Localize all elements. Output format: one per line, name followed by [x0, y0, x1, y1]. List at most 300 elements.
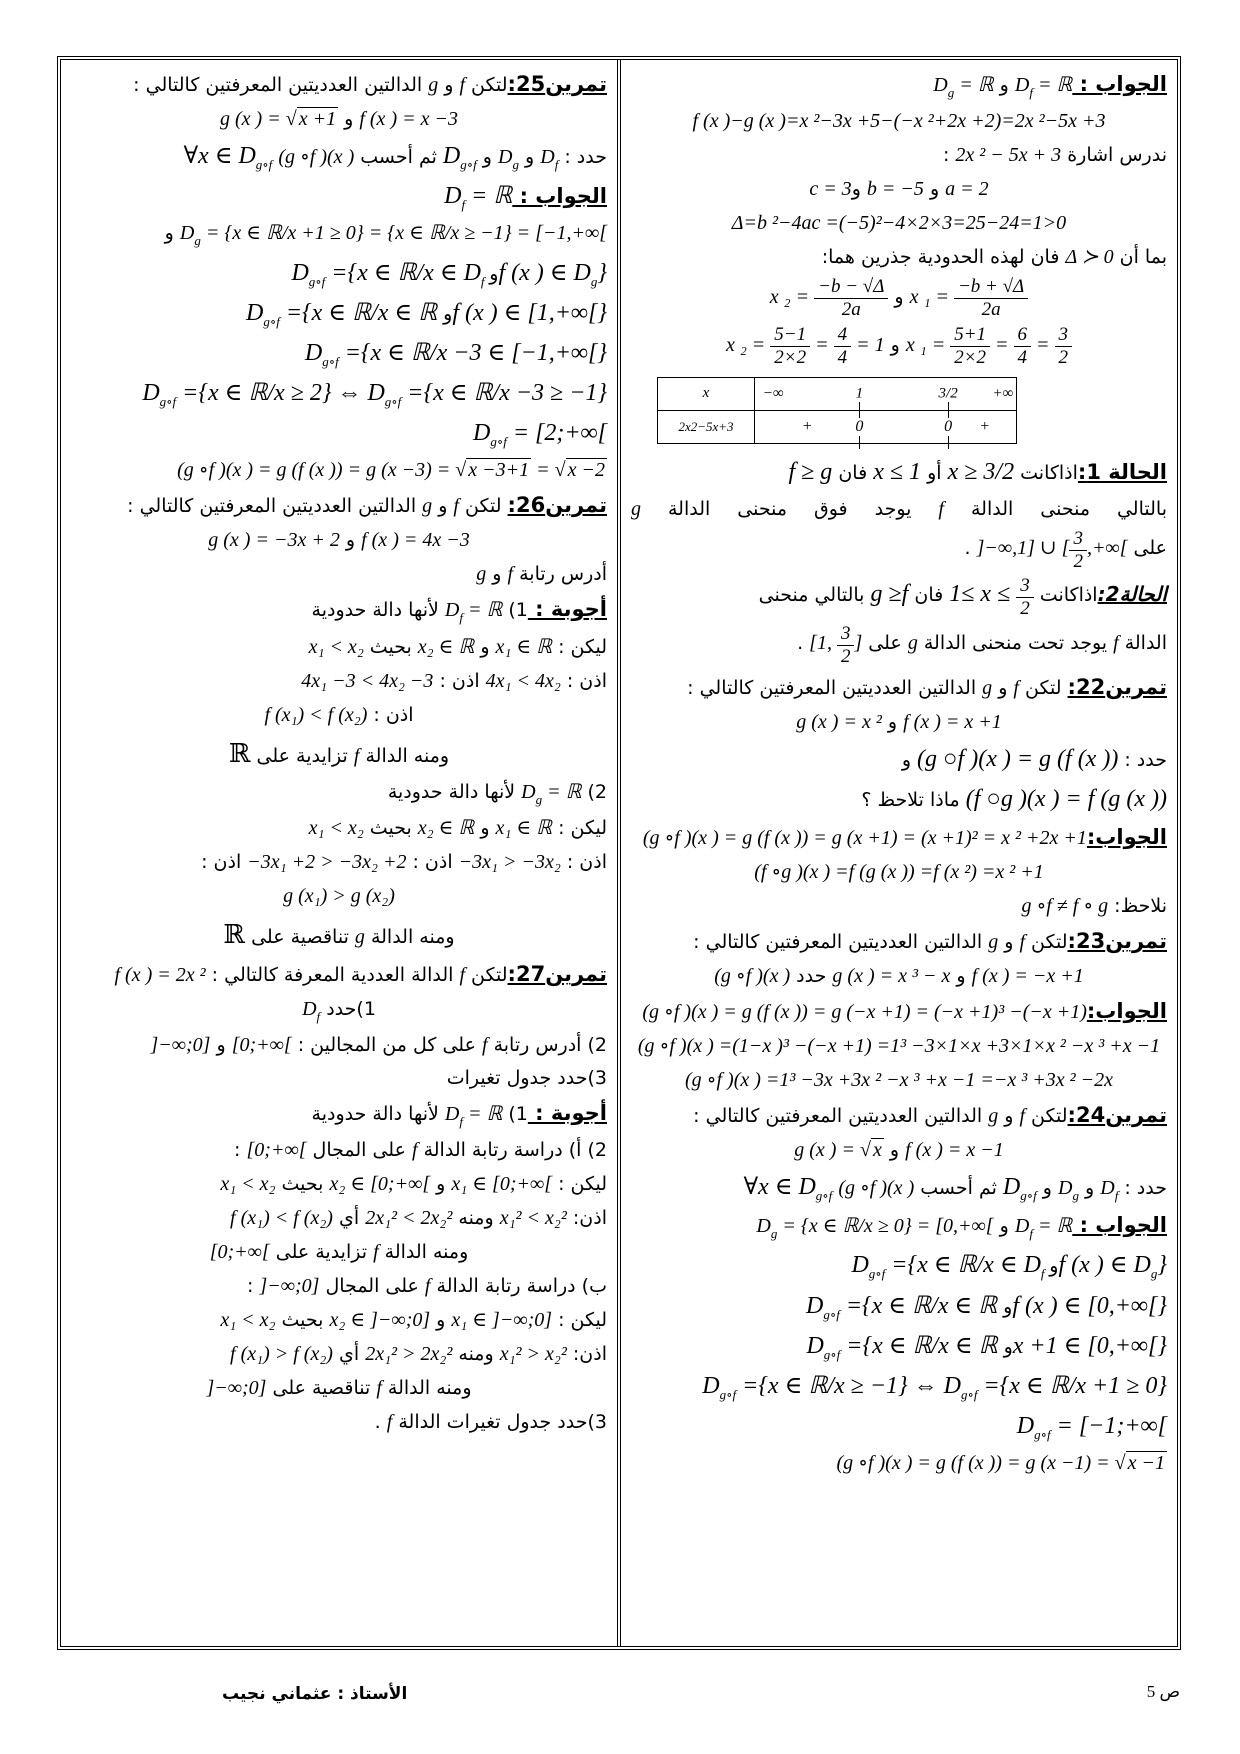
- text-segment: g: [982, 676, 993, 699]
- text-segment: x +1 ∈ [0,+∞[: [1012, 1332, 1158, 1359]
- text-segment: 4x₁ −3 < 4x₂ −3: [301, 669, 434, 692]
- text-segment: g: [947, 85, 955, 100]
- text-segment: و: [1036, 1177, 1059, 1200]
- math-group: [302, 998, 321, 1025]
- text-line: [71, 666, 607, 697]
- text-segment: على: [1127, 536, 1167, 559]
- text-segment: تمرين25:: [507, 72, 607, 96]
- text-segment: و: [993, 1215, 1015, 1238]
- text-segment: الدالتين العدديتين المعرفتين كالتالي :: [133, 74, 429, 96]
- text-segment: g: [422, 495, 433, 518]
- text-segment: x ≥ 3/2: [947, 458, 1015, 485]
- text-segment: g∘f: [823, 1346, 841, 1362]
- text-segment: a = 2: [945, 178, 989, 201]
- text-segment: = ℝ: [465, 183, 513, 210]
- text-line: [71, 455, 607, 486]
- text-segment: ليكن :: [552, 1309, 607, 1332]
- text-segment: g: [476, 563, 487, 586]
- text-line: [631, 1448, 1167, 1479]
- text-segment: g: [428, 74, 439, 96]
- text-segment: لتكن: [1025, 1105, 1068, 1128]
- text-segment: 1): [502, 599, 528, 622]
- text-segment: بما أن: [1113, 246, 1167, 269]
- text-segment: g∘f: [460, 157, 477, 172]
- text-segment: D: [1058, 1177, 1073, 1200]
- math-group: [743, 1174, 833, 1204]
- sign-table-variable-label: x: [658, 378, 755, 410]
- text-segment: =: [810, 333, 834, 356]
- text-segment: }: [1157, 1292, 1167, 1319]
- text-line: [631, 174, 1167, 205]
- right-column-top: [631, 68, 1167, 369]
- text-segment: .: [374, 1411, 387, 1434]
- text-segment: و: [884, 333, 906, 356]
- text-line: [71, 1373, 607, 1404]
- text-segment: أي: [332, 1343, 366, 1366]
- text-segment: ليكن :: [552, 635, 607, 658]
- text-segment: D: [756, 1215, 771, 1238]
- text-segment: اذن:: [566, 1343, 607, 1366]
- text-line: [71, 104, 607, 135]
- text-segment: x₁ ∈ ]−∞;0]: [451, 1309, 553, 1332]
- text-segment: ]: [854, 632, 863, 655]
- text-segment: (g ○f )(x ) = g (f (x )): [917, 745, 1119, 772]
- text-line: [71, 1203, 607, 1234]
- text-segment: لأنها دالة حدودية: [311, 1102, 445, 1125]
- text-segment: D: [702, 1373, 720, 1400]
- text-segment: g: [907, 632, 918, 655]
- text-segment: f: [481, 1034, 488, 1057]
- text-segment: g∘f: [159, 394, 177, 410]
- sign-plus: +: [801, 417, 813, 435]
- text-segment: 2) أدرس رتابة: [487, 1034, 607, 1057]
- text-line: [631, 925, 1167, 958]
- text-segment: }: [597, 299, 607, 326]
- fraction: $\frac{3}{2}$: [837, 623, 855, 668]
- text-segment: ومنه الدالة: [378, 1241, 469, 1264]
- text-segment: g: [631, 497, 641, 520]
- text-segment: و: [430, 1309, 452, 1332]
- text-segment: الجواب :: [1072, 72, 1167, 96]
- text-segment: و: [998, 931, 1020, 954]
- text-segment: = 1: [851, 333, 885, 356]
- text-line: [71, 489, 607, 522]
- text-segment: 1≤ x ≤: [949, 581, 1017, 608]
- text-segment: ومنه: [452, 1343, 500, 1366]
- text-segment: على المجال: [319, 1275, 425, 1298]
- text-segment: g: [354, 926, 365, 949]
- text-line: [71, 958, 607, 991]
- text-segment: = {x ∈ ℝ/x +1 ≥ 0} = {x ∈ ℝ/x ≥ −1} = [−1,+∞[: [200, 222, 607, 245]
- text-line: [71, 218, 607, 251]
- text-line: [631, 528, 1167, 573]
- text-segment: =: [531, 459, 555, 482]
- text-segment: و: [474, 635, 496, 658]
- math-group: [1014, 74, 1073, 100]
- math-group: [291, 259, 607, 289]
- text-segment: = [−1;+∞[: [1050, 1413, 1167, 1440]
- text-segment: = ℝ: [954, 74, 994, 96]
- text-segment: x₂ ∈ ℝ: [417, 635, 475, 658]
- text-segment: D: [1016, 1413, 1035, 1440]
- text-segment: ={x ∈ ℝ/x ∈ ℝ: [279, 299, 444, 326]
- text-segment: D: [521, 780, 536, 803]
- text-segment: ℝ: [223, 920, 246, 950]
- text-line: [631, 575, 1167, 620]
- text-segment: الجواب:: [1086, 999, 1167, 1024]
- text-segment: الدالة العددية المعرفة كالتالي :: [205, 964, 460, 987]
- text-segment: g: [535, 791, 543, 807]
- text-segment: g (x ) =: [220, 108, 286, 130]
- text-segment: ={x ∈ ℝ/x ∈ D: [885, 1252, 1041, 1279]
- math-group: [976, 527, 1128, 572]
- text-segment: بحيث: [275, 1309, 330, 1332]
- text-line: [71, 847, 607, 878]
- text-line: [631, 106, 1167, 137]
- text-segment: f (x ) ∈ D: [1058, 1252, 1151, 1279]
- text-line: [631, 1135, 1167, 1166]
- text-segment: الدالتين العدديتين المعرفتين كالتالي :: [693, 931, 989, 954]
- text-segment: [0;+∞[: [209, 1241, 270, 1264]
- math-group: [949, 575, 1034, 620]
- text-segment: الحالة2:: [1097, 582, 1167, 607]
- text-line: [631, 741, 1167, 778]
- text-segment: و: [486, 563, 508, 586]
- fraction: $\frac{3}{2}$: [1069, 528, 1087, 573]
- text-segment: g: [988, 931, 999, 954]
- fraction: $\frac{3}{2}$: [1016, 575, 1034, 620]
- text-segment: −3x₁ > −3x₂: [458, 851, 561, 874]
- text-segment: لتكن: [1025, 931, 1068, 954]
- math-group: [444, 1102, 503, 1129]
- text-segment: لتكن: [458, 495, 508, 518]
- text-segment: 2x₁² > 2x₂²: [365, 1343, 453, 1366]
- text-segment: (g ∘f )(x ) = g (f (x )) = g (x +1) = (x +1)² = x ² +2x +1: [642, 827, 1087, 850]
- text-line: [71, 375, 607, 412]
- text-segment: f: [507, 563, 514, 586]
- text-segment: ومنه الدالة: [364, 926, 455, 949]
- text-line: [71, 777, 607, 810]
- text-segment: 1): [502, 1102, 528, 1125]
- text-segment: حدد :: [1118, 748, 1167, 771]
- text-line: [71, 1339, 607, 1370]
- text-segment: D: [179, 222, 195, 245]
- text-segment: ثم أحسب: [914, 1177, 1003, 1200]
- text-segment: D: [304, 339, 323, 366]
- text-segment: تمرين23:: [1067, 929, 1167, 954]
- text-segment: و: [881, 710, 904, 733]
- text-segment: f (x ) ∈ [1,+∞[: [452, 299, 598, 326]
- math-group: [836, 1452, 1168, 1475]
- text-line: [71, 335, 607, 372]
- text-segment: f: [480, 273, 485, 289]
- text-segment: و: [210, 1034, 232, 1057]
- page-frame: [57, 56, 1181, 1650]
- text-segment: (f ○g )(x ) = f (g (x )): [965, 785, 1167, 812]
- text-segment: و: [1003, 1336, 1013, 1358]
- text-segment: = ℝ: [542, 780, 582, 803]
- text-segment: D: [291, 259, 309, 286]
- text-segment: تناقصية على: [245, 926, 355, 949]
- text-segment: = ℝ: [1032, 74, 1073, 96]
- text-segment: f: [353, 744, 360, 767]
- text-segment: الدالتين العدديتين المعرفتين كالتالي :: [693, 1105, 989, 1128]
- text-segment: = [2;+∞[: [506, 420, 607, 447]
- text-segment: ثم أحسب: [354, 146, 443, 168]
- text-segment: g: [988, 1105, 999, 1128]
- text-line: [71, 881, 607, 912]
- text-line: [71, 1135, 607, 1166]
- text-segment: D: [805, 1292, 824, 1319]
- text-segment: (g ∘f )(x ) =1³ −3x +3x ² −x ³ +x −1 =−x ³ +3x ² −2x: [685, 1069, 1113, 1092]
- radicand: x +1: [298, 108, 337, 130]
- text-segment: g∘f: [255, 157, 273, 172]
- sign-table-sign-row: [658, 410, 1016, 443]
- text-segment: حدد :: [1118, 1177, 1167, 1200]
- text-line: [71, 178, 607, 215]
- text-segment: اذن :: [406, 851, 459, 874]
- text-segment: تمرين24:: [1067, 1103, 1167, 1128]
- text-segment: g: [194, 233, 201, 249]
- tick-one: 1: [855, 385, 864, 402]
- tick-three-halves: 3/2: [938, 385, 958, 402]
- text-segment: g∘f: [1020, 1188, 1037, 1204]
- text-segment: D: [245, 299, 264, 326]
- text-segment: x₁ < x₂: [308, 817, 364, 840]
- text-segment: g∘f: [490, 434, 507, 450]
- text-segment: و: [432, 495, 454, 518]
- text-segment: ={x ∈ ℝ/x −3 ∈ [−1,+∞[: [338, 339, 598, 366]
- text-segment: f: [459, 74, 466, 96]
- text-segment: ندرس اشارة: [1061, 144, 1167, 167]
- text-line: [631, 1368, 1167, 1405]
- text-segment: f: [1029, 85, 1033, 100]
- text-segment: g ∘f ≠ f ∘ g: [1021, 895, 1109, 918]
- text-line: [631, 781, 1167, 818]
- text-segment: .: [964, 536, 977, 559]
- text-segment: ={x ∈ ℝ/x ≥ 2} ⇔ D: [176, 380, 385, 407]
- math-group: [1002, 1174, 1037, 1204]
- text-segment: أجوبة :: [527, 597, 607, 622]
- text-segment: اذن :: [560, 669, 607, 692]
- text-segment: (g ∘f )(x ) =(1−x )³ −(−x +1) =1³ −3×1×x +3×1×x ² −x ³ +x −1: [637, 1035, 1161, 1058]
- text-segment: g (x ) = x ²: [796, 710, 882, 733]
- text-segment: f: [1019, 1105, 1026, 1128]
- fraction: $\frac{6}{4}$: [1014, 324, 1032, 369]
- text-segment: ={x ∈ ℝ/x ∈ ℝ: [840, 1332, 1004, 1359]
- math-group: [809, 623, 863, 667]
- text-line: [71, 68, 607, 101]
- text-segment: الدالتين العدديتين المعرفتين كالتالي :: [687, 676, 983, 699]
- text-segment: g (x ) = −3x + 2: [208, 529, 340, 552]
- text-segment: =: [990, 333, 1014, 356]
- text-segment: ماذا تلاحظ ؟: [861, 788, 966, 811]
- radicand: x −3+1: [468, 459, 530, 482]
- text-line: [71, 734, 607, 774]
- text-segment: x ₂ =: [769, 285, 815, 308]
- text-segment: و: [1078, 1177, 1101, 1200]
- text-segment: و: [993, 74, 1015, 96]
- fraction: $\frac{5-1}{2\times 2}$: [770, 324, 810, 369]
- math-group: [442, 143, 477, 172]
- text-segment: g∘f: [960, 1387, 978, 1403]
- text-segment: و: [851, 178, 867, 201]
- math-group: [1100, 1177, 1119, 1204]
- text-segment: f: [376, 1377, 382, 1400]
- text-segment: = ℝ: [462, 599, 503, 622]
- tick-plus-infinity: +∞: [992, 385, 1014, 402]
- text-segment: على كل من المجالين :: [291, 1034, 482, 1057]
- text-segment: [1,: [809, 632, 837, 655]
- text-segment: ℝ: [228, 738, 251, 768]
- text-segment: 3)حدد جدول تغيرات الدالة: [392, 1411, 607, 1434]
- text-segment: اذن:: [566, 1207, 607, 1230]
- text-segment: x₁² < x₂²: [499, 1207, 567, 1230]
- text-segment: D: [302, 998, 317, 1021]
- sign-zero: 0: [944, 417, 953, 435]
- text-segment: }: [597, 259, 607, 286]
- text-segment: x₁ ∈ [0;+∞[: [451, 1173, 553, 1196]
- text-segment: [0;+∞[: [246, 1139, 307, 1162]
- text-segment: g: [590, 273, 598, 289]
- text-segment: f: [424, 1275, 431, 1298]
- text-segment: نلاحظ:: [1108, 895, 1167, 918]
- text-segment: 2): [581, 780, 607, 803]
- text-segment: و: [1003, 1296, 1013, 1318]
- text-line: [71, 1271, 607, 1302]
- text-segment: حدد: [790, 965, 833, 988]
- math-group: [177, 459, 607, 482]
- text-segment: تناقصية على: [266, 1377, 377, 1400]
- text-segment: بحيث: [275, 1173, 330, 1196]
- sqrt-expression: √ x −3+1: [455, 459, 530, 482]
- text-segment: D: [933, 74, 948, 96]
- text-segment: تزايدية على: [250, 744, 354, 767]
- math-group: [444, 599, 503, 626]
- sqrt-expression: √ x +1: [285, 108, 337, 130]
- text-segment: حدد :: [558, 146, 607, 168]
- text-segment: g (x ) = x ³ − x: [832, 965, 951, 988]
- text-segment: = ℝ: [1032, 1215, 1073, 1238]
- text-line: [631, 276, 1167, 321]
- text-line: [71, 700, 607, 731]
- text-segment: f: [459, 964, 466, 987]
- text-segment: D: [1014, 74, 1030, 96]
- text-segment: (g ∘f )(x ) = g (f (x )) = g (x −1) =: [836, 1452, 1115, 1475]
- text-segment: =: [1031, 333, 1055, 356]
- text-segment: ={x ∈ ℝ/x ∈ D: [325, 259, 481, 286]
- text-segment: :: [246, 1275, 260, 1298]
- text-segment: f: [386, 1411, 393, 1434]
- text-segment: = ℝ: [462, 1102, 503, 1125]
- text-line: [71, 525, 607, 556]
- math-group: [1058, 1177, 1079, 1204]
- sign-zero: 0: [855, 417, 864, 435]
- text-segment: x₁ ∈ ℝ: [495, 635, 553, 658]
- text-segment: و: [998, 1105, 1020, 1128]
- text-segment: الدالتين العدديتين المعرفتين كالتالي :: [127, 495, 423, 518]
- text-segment: g: [770, 1226, 778, 1242]
- text-segment: c = 3: [809, 178, 852, 201]
- math-group: [183, 143, 273, 172]
- text-segment: g (x₁) > g (x₂): [283, 885, 395, 908]
- text-segment: D: [498, 146, 513, 168]
- text-line: [631, 1209, 1167, 1244]
- text-segment: بحيث: [363, 817, 418, 840]
- text-segment: 2x ² − 5x + 3: [955, 144, 1062, 167]
- text-segment: و: [443, 303, 453, 325]
- text-segment: :: [942, 144, 956, 167]
- text-line: [71, 915, 607, 955]
- text-segment: D: [540, 146, 555, 168]
- text-segment: f: [459, 610, 463, 626]
- sqrt-expression: √ x: [859, 1139, 882, 1162]
- text-segment: الجواب :: [512, 184, 607, 209]
- fraction: $\frac{5+1}{2\times 2}$: [950, 324, 990, 369]
- text-line: [71, 994, 607, 1027]
- text-line: [631, 208, 1167, 239]
- text-line: [71, 559, 607, 590]
- text-segment: [0;+∞[: [231, 1034, 292, 1057]
- text-segment: :: [234, 1139, 247, 1162]
- text-segment: D: [472, 420, 491, 447]
- text-segment: Δ=b ²−4ac =(−5)²−4×2×3=25−24=1>0: [731, 212, 1067, 235]
- text-segment: ]−∞;0]: [150, 1034, 211, 1057]
- text-segment: فان لهذه الحدودية جذرين هما:: [821, 246, 1066, 269]
- text-segment: f (x ) = x +1: [903, 710, 1002, 733]
- text-segment: Δ ≻ 0: [1065, 246, 1114, 269]
- text-segment: ={x ∈ ℝ/x +1 ≥ 0}: [977, 1373, 1167, 1400]
- text-segment: ومنه الدالة: [381, 1377, 472, 1400]
- text-segment: (g ∘f )(x ): [838, 1177, 915, 1200]
- text-segment: تمرين26:: [507, 493, 607, 518]
- text-segment: x₁ ∈ ℝ: [495, 817, 553, 840]
- text-segment: x₂ ∈ [0;+∞[: [329, 1173, 431, 1196]
- text-line: [71, 415, 607, 452]
- text-segment: g∘f: [308, 273, 326, 289]
- text-segment: (g ∘f )(x ) = g (f (x )) = g (x −3) =: [177, 459, 456, 482]
- text-segment: f: [411, 1139, 418, 1162]
- text-line: [631, 1328, 1167, 1365]
- math-group: [805, 1292, 1167, 1322]
- text-line: [631, 494, 1167, 525]
- math-group: [794, 1139, 884, 1162]
- text-segment: أدرس رتابة: [513, 563, 607, 586]
- math-group: [756, 1215, 994, 1242]
- text-segment: f (x ) ∈ [0,+∞[: [1012, 1292, 1158, 1319]
- text-line: [71, 255, 607, 292]
- text-segment: x₁² > x₂²: [499, 1343, 567, 1366]
- text-segment: و: [1044, 1256, 1059, 1278]
- text-segment: ]−∞;0]: [259, 1275, 320, 1298]
- text-segment: D: [806, 1332, 824, 1359]
- text-segment: f ≥ g: [788, 458, 833, 485]
- text-segment: بالتالي منحنى: [758, 584, 871, 607]
- text-segment: D: [142, 380, 160, 407]
- text-segment: لتكن: [465, 964, 508, 987]
- text-segment: x₁ < x₂: [220, 1173, 276, 1196]
- text-segment: لتكن: [1018, 676, 1068, 699]
- text-segment: لأنها دالة حدودية: [387, 780, 522, 803]
- text-segment: اذن :: [433, 669, 486, 692]
- math-group: [179, 222, 607, 249]
- text-segment: D: [444, 183, 462, 210]
- text-line: [71, 1237, 607, 1268]
- text-segment: فان: [832, 461, 874, 484]
- text-segment: f (x ) = −x +1: [971, 965, 1084, 988]
- text-line: [631, 1169, 1167, 1206]
- text-line: [71, 1097, 607, 1132]
